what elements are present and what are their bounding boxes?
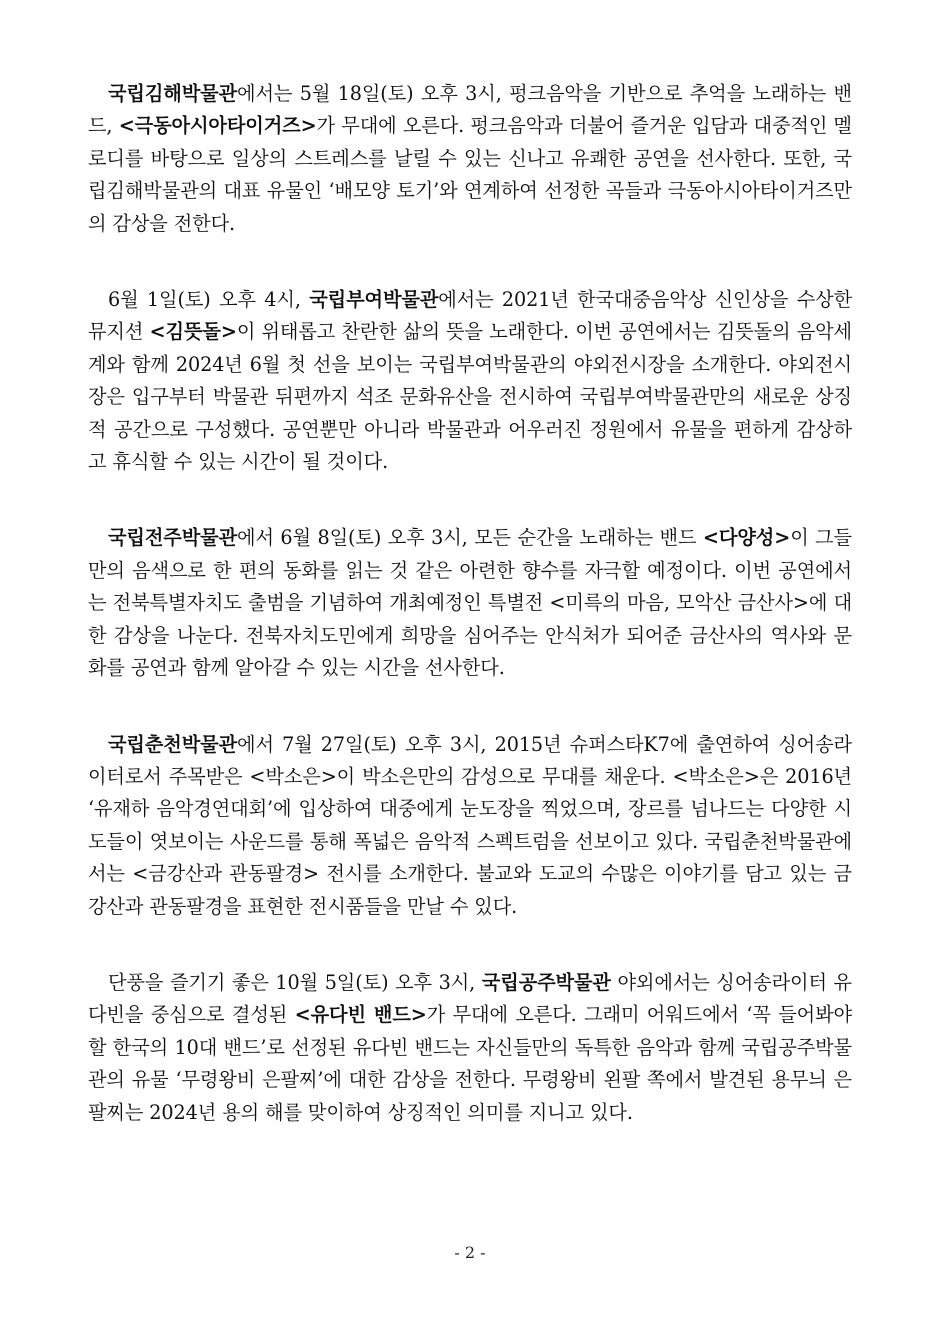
bold-text-run: 국립전주박물관 <box>108 526 238 550</box>
bold-text-run: <김뜻돌> <box>149 320 237 344</box>
text-run: 가 무대에 오른다. 그래미 어워드에서 ‘꼭 들어봐야 할 한국의 10대 밴드’로 선정된 유다빈 밴드는 자신들만의 독특한 음악과 함께 국립공주박물관의 유물 ‘무령왕비 은팔찌’에 대한 감상을 전한다. 무령왕비 왼팔 쪽에서 발견된 용무늬 은팔찌는 2024년 용의 해를 맞이하여 상징적인 의미를 지니고 있다. <box>88 1003 852 1124</box>
bold-text-run: 국립공주박물관 <box>481 970 611 994</box>
bold-text-run: 국립부여박물관 <box>309 288 439 312</box>
text-run: 6월 1일(토) 오후 4시, <box>108 288 310 312</box>
text-run: 야외에서는 싱어송라이터 유다빈을 중심으로 결성된 <box>88 970 852 1027</box>
text-run: 단풍을 즐기기 좋은 10월 5일(토) 오후 3시, <box>108 970 482 994</box>
text-run: 에서 7월 27일(토) 오후 3시, 2015년 슈퍼스타K7에 출연하여 싱어송라이터로서 주목받은 <박소은>이 박소은만의 감성으로 무대를 채운다. <박소은>은 2016년 ‘유재하 음악경연대회’에 입상하여 대중에게 눈도장을 찍었으며, 장르를 넘나드는 다양한 시도들이 엿보이는 사운드를 통해 폭넓은 음악적 스펙트럼을 선보이고 있다. 국립춘천박물관에서는 <금강산과 관동팔경> 전시를 소개한다. 불교와 도교의 수많은 이야기를 담고 있는 금강산과 관동팔경을 표현한 전시품들을 만날 수 있다. <box>88 732 852 918</box>
bold-text-run: 국립춘천박물관 <box>108 732 238 756</box>
bold-text-run: <극동아시아타이거즈> <box>118 114 317 138</box>
paragraph-chuncheon <box>88 729 852 923</box>
bold-text-run: <유다빈 밴드> <box>294 1003 427 1027</box>
bold-text-run: 국립김해박물관 <box>108 82 238 105</box>
paragraph-gongju <box>88 967 852 1129</box>
text-run: 이 위태롭고 찬란한 삶의 뜻을 노래한다. 이번 공연에서는 김뜻돌의 음악세계와 함께 2024년 6월 첫 선을 보이는 국립부여박물관의 야외전시장을 소개한다. 야외전시장은 입구부터 박물관 뒤편까지 석조 문화유산을 전시하여 국립부여박물관만의 새로운 상징적 공간으로 구성했다. 공연뿐만 아니라 박물관과 어우러진 정원에서 유물을 편하게 감상하고 휴식할 수 있는 시간이 될 것이다. <box>88 320 852 474</box>
paragraph-gimhae <box>88 78 852 240</box>
page-number: - 2 - <box>454 1243 486 1262</box>
paragraph-buyeo <box>88 284 852 478</box>
text-run: 에서 6월 8일(토) 오후 3시, 모든 순간을 노래하는 밴드 <box>237 526 703 550</box>
text-run: 에서는 5월 18일(토) 오후 3시, 펑크음악을 기반으로 추억을 노래하는 밴드, <box>88 82 852 138</box>
paragraph-jeonju <box>88 522 852 684</box>
text-run: 에서는 2021년 한국대중음악상 신인상을 수상한 뮤지션 <box>88 288 853 344</box>
bold-text-run: <다양성> <box>702 526 791 550</box>
text-run: 이 그들만의 음색으로 한 편의 동화를 읽는 것 같은 아련한 향수를 자극할 예정이다. 이번 공연에서는 전북특별자치도 출범을 기념하여 개최예정인 특별전 <미륵의 마음, 모악산 금산사>에 대한 감상을 나눈다. 전북자치도민에게 희망을 심어주는 안식처가 되어준 금산사의 역사와 문화를 공연과 함께 알아갈 수 있는 시간을 선사한다. <box>88 526 852 680</box>
text-run: 가 무대에 오른다. 펑크음악과 더불어 즐거운 입담과 대중적인 멜로디를 바탕으로 일상의 스트레스를 날릴 수 있는 신나고 유쾌한 공연을 선사한다. 또한, 국립김해박물관의 대표 유물인 ‘배모양 토기’와 연계하여 선정한 곡들과 극동아시아타이거즈만의 감상을 전한다. <box>88 114 852 235</box>
